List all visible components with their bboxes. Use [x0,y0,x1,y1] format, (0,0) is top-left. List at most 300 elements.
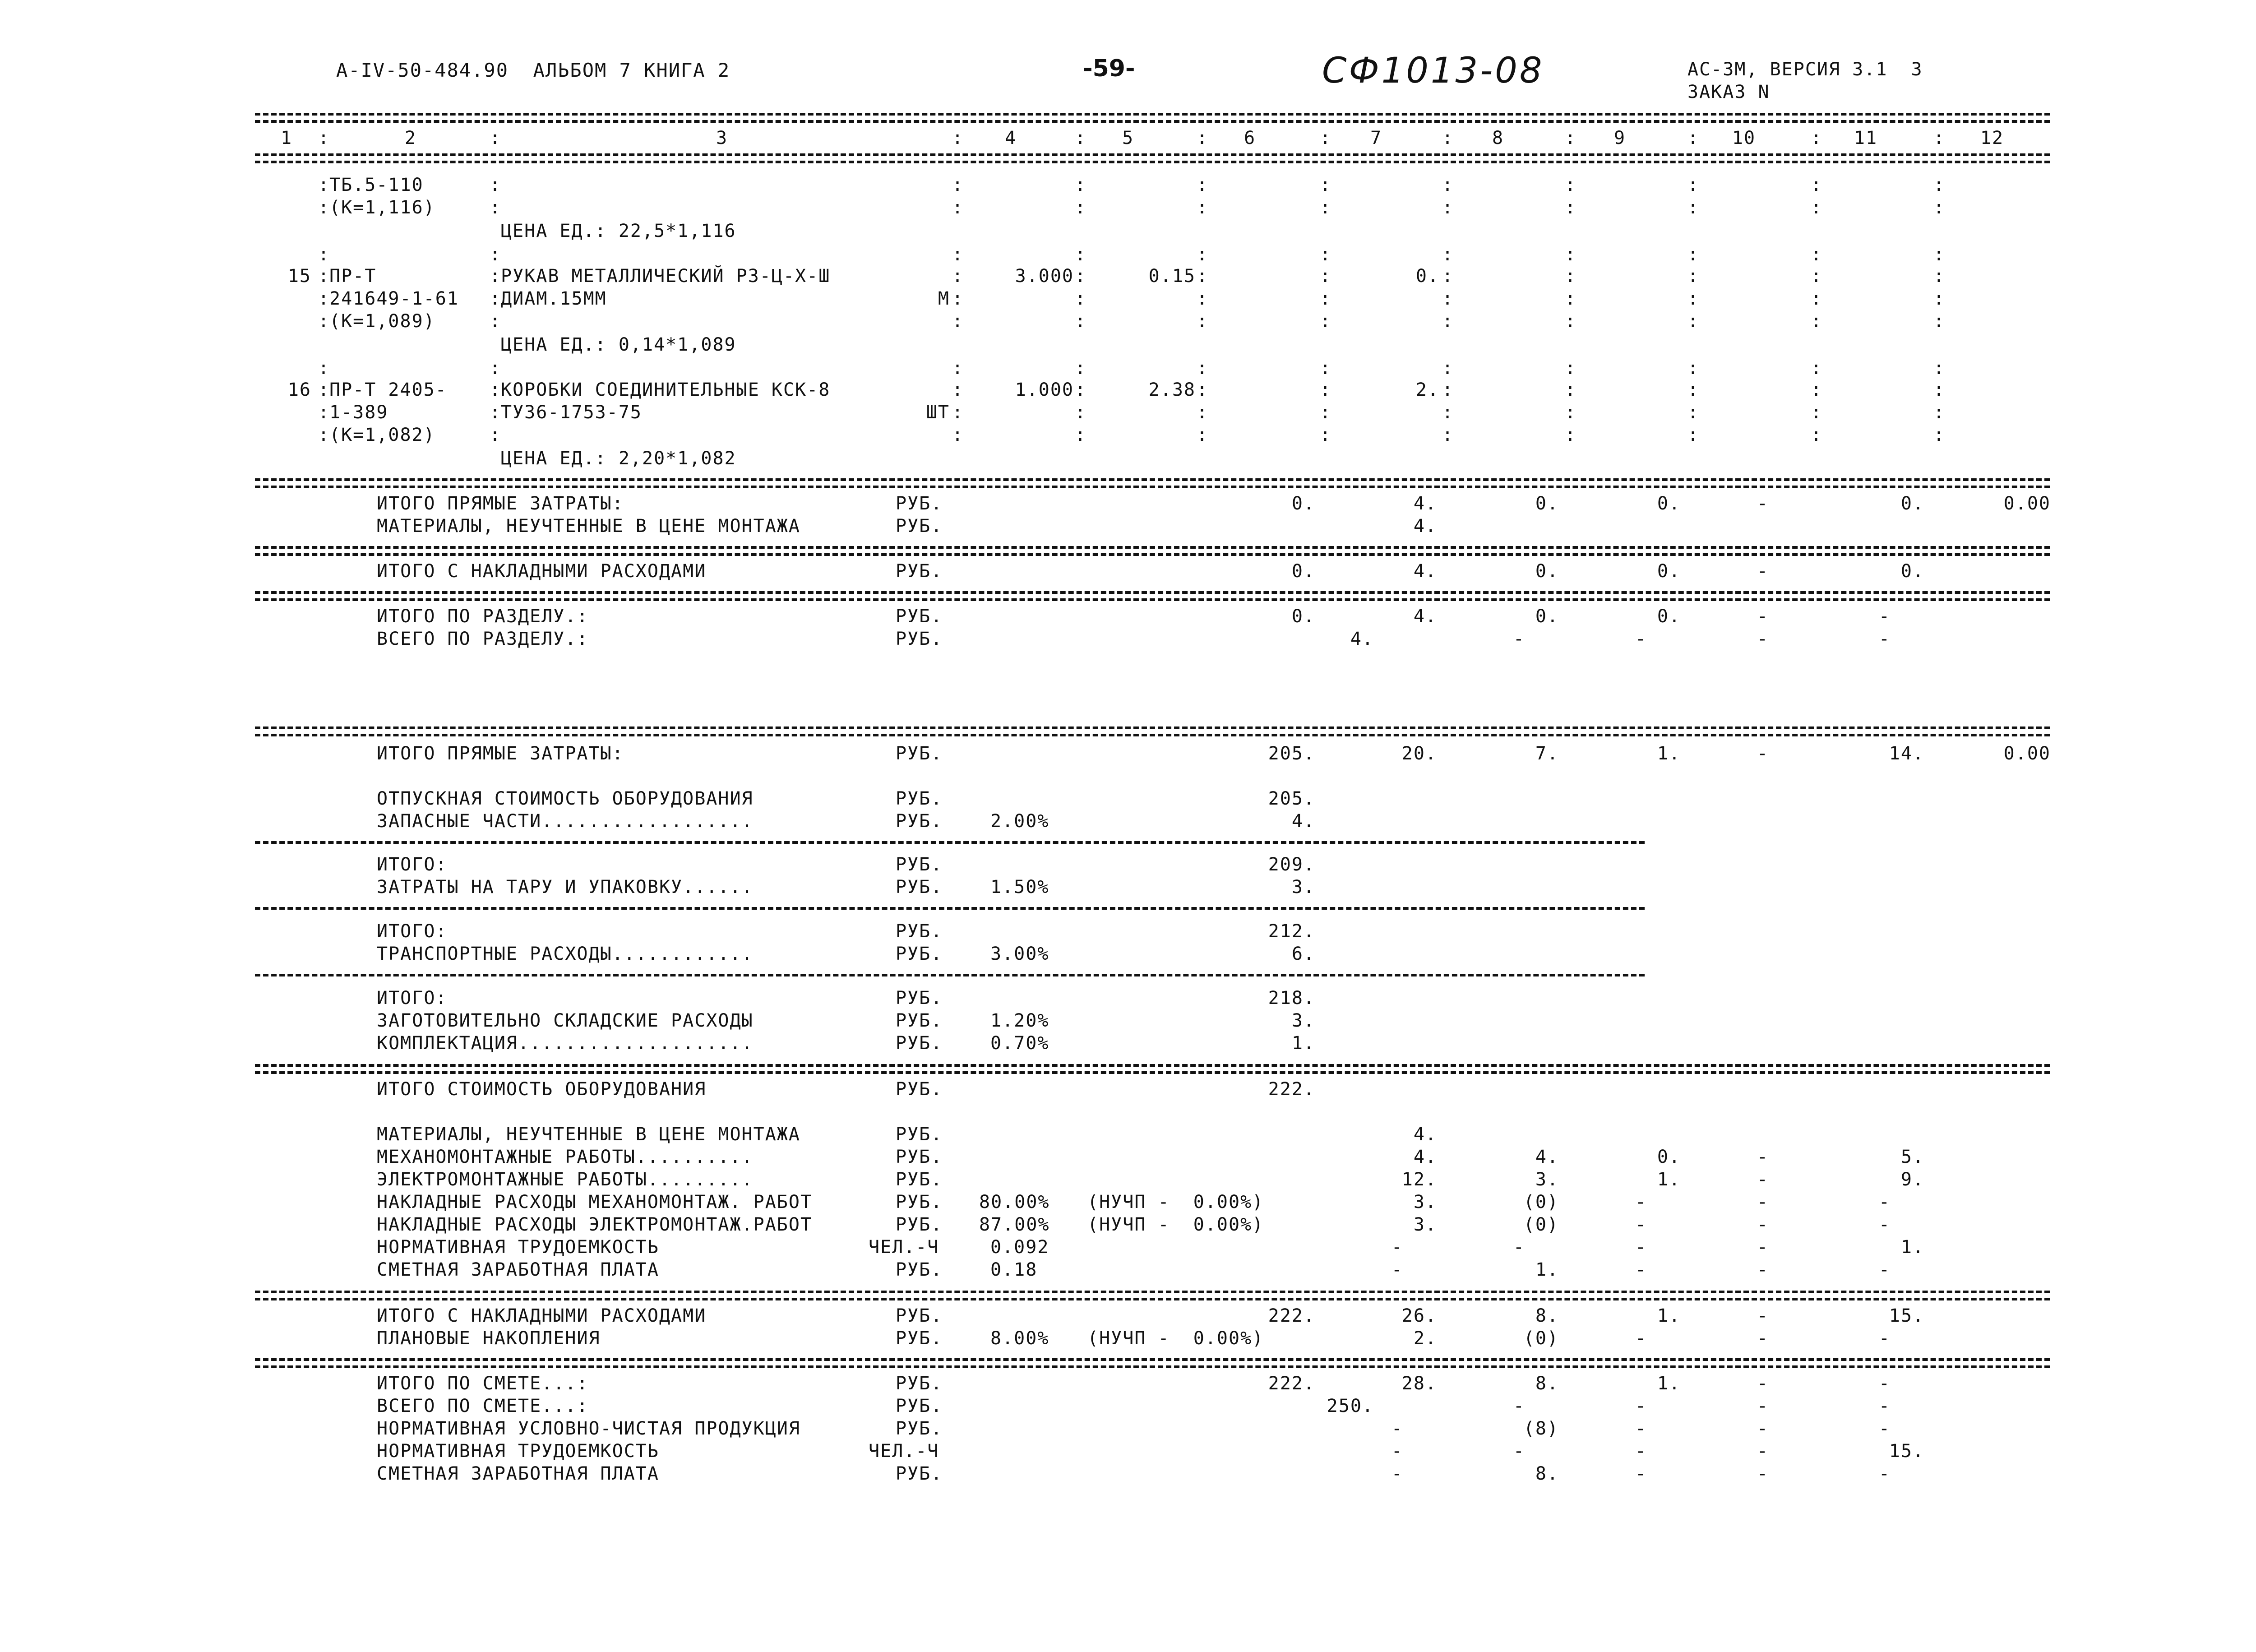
rule-totals-2b [255,598,2050,601]
document-reference: А-IV-50-484.90 АЛЬБОМ 7 КНИГА 2 [336,59,730,81]
column-separator: : [490,175,502,195]
col10-value: - [1757,1259,1769,1280]
page-number: -59- [1083,55,1135,82]
column-separator: : [1197,425,1209,445]
summary-label: ИТОГО С НАКЛАДНЫМИ РАСХОДАМИ [377,1305,707,1326]
col9-value: - [1635,1463,1647,1484]
item-description: КОРОБКИ СОЕДИНИТЕЛЬНЫЕ КСК-8 [501,379,831,400]
column-separator: : [1687,266,1700,287]
col10-value: - [1757,1169,1769,1190]
summary-rate: 0.18 [990,1259,1038,1280]
rule-header-1 [255,153,2050,156]
col8-value: (0) [1523,1328,1559,1349]
summary-unit: РУБ. [896,1147,943,1167]
col6-value: 3. [1291,1010,1315,1031]
column-separator: : [1687,244,1700,265]
summary-rate: 3.00% [990,944,1049,964]
column-separator: : [1197,311,1209,332]
col7-value: - [1391,1441,1403,1462]
column-separator: : [318,266,330,287]
rule-subtotal-3 [255,974,1645,976]
column-separator: : [1687,175,1700,195]
col10-value: - [1757,1192,1769,1212]
column-separator: : [1687,288,1700,309]
handwritten-document-code: СФ1013-08 [1322,51,1544,91]
column-separator: : [1320,197,1332,218]
column-separator: : [1442,175,1454,195]
col6-value: 205. [1268,788,1315,809]
item-code: ПР-Т [329,266,377,287]
col6-value: 205. [1268,743,1315,764]
rule-overhead-1b [255,1298,2050,1300]
col11-value: 15. [1889,1305,1924,1326]
col8-value: (8) [1523,1418,1559,1439]
col10-value: - [1757,1418,1769,1439]
summary-unit: РУБ. [896,1124,943,1145]
column-separator: : [1565,128,1577,148]
col11-value: 9. [1900,1169,1924,1190]
col7-value: 26. [1401,1305,1437,1326]
col9-value: - [1635,1192,1647,1212]
column-separator: : [490,244,502,265]
column-separator: : [952,288,964,309]
col11-value: - [1878,1373,1891,1394]
col11-value: - [1878,1192,1891,1212]
nuchp-note: (НУЧП - 0.00%) [1087,1214,1264,1235]
col8-value: 8. [1535,1305,1559,1326]
column-separator: : [1933,266,1946,287]
column-separator: : [1442,311,1454,332]
rule-subtotal-1 [255,841,1645,844]
col-num-3: 3 [716,128,728,148]
column-separator: : [1933,128,1946,148]
summary-rate: 0.092 [990,1237,1049,1258]
col9-value: - [1635,1214,1647,1235]
column-separator: : [1197,379,1209,400]
col6-value: 6. [1291,944,1315,964]
unit-cost: 2.38 [1148,379,1196,400]
col6-value: 1. [1291,1033,1315,1054]
col8-value: 8. [1535,1463,1559,1484]
column-separator: : [1442,288,1454,309]
col-num-7: 7 [1370,128,1382,148]
col10-value: - [1757,1373,1769,1394]
unit-price: ЦЕНА ЕД.: 0,14*1,089 [501,334,736,355]
total-label: ИТОГО ПО РАЗДЕЛУ.: [377,606,589,627]
unit-price: ЦЕНА ЕД.: 2,20*1,082 [501,448,736,469]
summary-unit: РУБ. [896,1079,943,1100]
col7-value: - [1391,1237,1403,1258]
rule-summary-1a [255,727,2050,729]
column-separator: : [1811,358,1823,379]
col8-value: 8. [1535,1373,1559,1394]
col7-value: 4. [1413,1147,1437,1167]
col-num-5: 5 [1122,128,1134,148]
col9-value: - [1635,1259,1647,1280]
nuchp-note: (НУЧП - 0.00%) [1087,1192,1264,1212]
col6-value: 0. [1291,606,1315,627]
column-separator: : [1933,425,1946,445]
summary-rate: 2.00% [990,811,1049,832]
summary-label: ЗАГОТОВИТЕЛЬНО СКЛАДСКИЕ РАСХОДЫ [377,1010,754,1031]
item-code: ТБ.5-110 [329,175,424,195]
summary-label: ПЛАНОВЫЕ НАКОПЛЕНИЯ [377,1328,601,1349]
total-unit: РУБ. [896,561,943,582]
col6-value: 0. [1291,493,1315,514]
col7-value: 20. [1401,743,1437,764]
col10-value: - [1757,1214,1769,1235]
column-separator: : [490,197,502,218]
column-separator: : [1320,311,1332,332]
summary-rate: 1.20% [990,1010,1049,1031]
unit-of-measure: ШТ [926,402,950,423]
col9-value: 1. [1657,743,1681,764]
col7-value: 4. [1413,493,1437,514]
summary-unit: РУБ. [896,1373,943,1394]
column-separator: : [318,379,330,400]
unit-of-measure: М [938,288,950,309]
summary-unit: РУБ. [896,988,943,1009]
column-separator: : [1687,425,1700,445]
column-separator: : [318,425,330,445]
summary-label: НОРМАТИВНАЯ ТРУДОЕМКОСТЬ [377,1237,659,1258]
order-label: ЗАКАЗ N [1687,82,1770,102]
column-separator: : [1320,128,1332,148]
item-description: РУКАВ МЕТАЛЛИЧЕСКИЙ РЗ-Ц-Х-Ш [501,266,831,287]
rule-totals-1a [255,546,2050,549]
col11-value: - [1878,1418,1891,1439]
col-num-9: 9 [1613,128,1626,148]
col8-value: - [1513,1396,1525,1416]
col11-value: - [1878,1396,1891,1416]
col8-value: - [1513,1237,1525,1258]
rule-top-1 [255,113,2050,116]
col6-value: 212. [1268,921,1315,942]
column-separator: : [1565,358,1577,379]
column-separator: : [952,197,964,218]
column-separator: : [1197,244,1209,265]
summary-rate: 1.50% [990,877,1049,898]
item-code: 241649-1-61 [329,288,459,309]
column-separator: : [1320,379,1332,400]
col11-value: - [1878,1214,1891,1235]
col8-value: 1. [1535,1259,1559,1280]
column-separator: : [1197,402,1209,423]
col9-value: - [1635,1396,1647,1416]
column-separator: : [1687,311,1700,332]
col11-value: - [1878,606,1891,627]
column-separator: : [1075,288,1087,309]
summary-unit: РУБ. [896,743,943,764]
col10-value: - [1757,1237,1769,1258]
col10-value: - [1757,1305,1769,1326]
col9-value: - [1635,629,1647,649]
col6-value: 218. [1268,988,1315,1009]
column-separator: : [1197,128,1209,148]
col11-value: 1. [1900,1237,1924,1258]
unit-price: ЦЕНА ЕД.: 22,5*1,116 [501,221,736,241]
column-separator: : [952,358,964,379]
summary-label: НОРМАТИВНАЯ УСЛОВНО-ЧИСТАЯ ПРОДУКЦИЯ [377,1418,800,1439]
quantity: 3.000 [1015,266,1074,287]
column-separator: : [952,402,964,423]
summary-label: НОРМАТИВНАЯ ТРУДОЕМКОСТЬ [377,1441,659,1462]
column-separator: : [490,358,502,379]
column-separator: : [1565,244,1577,265]
summary-rate: 80.00% [979,1192,1050,1212]
column-separator: : [1933,402,1946,423]
column-separator: : [1075,128,1087,148]
item-description: ТУ36-1753-75 [501,402,642,423]
rule-top-2 [255,120,2050,123]
column-separator: : [1442,358,1454,379]
col8-value: 4. [1535,1147,1559,1167]
rule-items-end-1 [255,478,2050,481]
summary-label: ИТОГО: [377,921,448,942]
summary-label: ИТОГО: [377,988,448,1009]
col11-value: 14. [1889,743,1924,764]
row-number: 16 [287,379,311,400]
rule-totals-1b [255,553,2050,556]
column-separator: : [318,128,330,148]
column-separator: : [490,128,502,148]
column-separator: : [318,288,330,309]
item-coefficient: (К=1,082) [329,425,435,445]
col8-value: 0. [1535,561,1559,582]
summary-unit: РУБ. [896,811,943,832]
col9-value: - [1635,1237,1647,1258]
total-unit: РУБ. [896,606,943,627]
column-separator: : [318,175,330,195]
col9-value: 1. [1657,1169,1681,1190]
col7-value: 3. [1413,1214,1437,1235]
total-unit: РУБ. [896,629,943,649]
col7-value: 3. [1413,1192,1437,1212]
rule-header-2 [255,161,2050,163]
item-description: ДИАМ.15ММ [501,288,607,309]
col7-value: - [1391,1463,1403,1484]
materials-cost: 0. [1415,266,1439,287]
col7-value: 2. [1413,1328,1437,1349]
column-separator: : [1933,311,1946,332]
column-separator: : [1442,379,1454,400]
col8-value: - [1513,629,1525,649]
column-separator: : [1320,358,1332,379]
col11-value: 0. [1900,493,1924,514]
column-separator: : [1320,175,1332,195]
summary-label: ИТОГО ПРЯМЫЕ ЗАТРАТЫ: [377,743,624,764]
column-separator: : [952,425,964,445]
column-separator: : [1075,175,1087,195]
column-separator: : [1565,311,1577,332]
column-separator: : [1075,425,1087,445]
column-separator: : [318,197,330,218]
summary-unit: РУБ. [896,1169,943,1190]
column-separator: : [1197,358,1209,379]
col9-value: 0. [1657,493,1681,514]
rule-items-end-2 [255,486,2050,488]
column-separator: : [1687,358,1700,379]
column-separator: : [952,128,964,148]
column-separator: : [1565,402,1577,423]
column-separator: : [1811,379,1823,400]
col7-value: - [1391,1259,1403,1280]
column-separator: : [1811,425,1823,445]
summary-label: МЕХАНОМОНТАЖНЫЕ РАБОТЫ.......... [377,1147,754,1167]
col10-value: - [1757,1463,1769,1484]
summary-unit: РУБ. [896,1463,943,1484]
column-separator: : [1075,197,1087,218]
column-separator: : [1320,288,1332,309]
col12-value: 0.00 [2003,493,2051,514]
column-separator: : [318,358,330,379]
col8-value: 7. [1535,743,1559,764]
column-separator: : [1811,175,1823,195]
rule-totals-2a [255,591,2050,594]
rule-equipment-1b [255,1071,2050,1074]
col11-value: 0. [1900,561,1924,582]
col-num-1: 1 [280,128,293,148]
column-separator: : [490,425,502,445]
col10-value: - [1757,493,1769,514]
summary-rate: 8.00% [990,1328,1049,1349]
quantity: 1.000 [1015,379,1074,400]
column-separator: : [490,402,502,423]
summary-unit: РУБ. [896,877,943,898]
column-separator: : [1075,358,1087,379]
column-separator: : [1320,402,1332,423]
nuchp-note: (НУЧП - 0.00%) [1087,1328,1264,1349]
col8-value: (0) [1523,1192,1559,1212]
col7-value: 4. [1413,516,1437,537]
col10-value: - [1757,561,1769,582]
summary-unit: РУБ. [896,1396,943,1416]
column-separator: : [1811,266,1823,287]
summary-rate: 0.70% [990,1033,1049,1054]
summary-label: ОТПУСКНАЯ СТОИМОСТЬ ОБОРУДОВАНИЯ [377,788,754,809]
column-separator: : [1811,288,1823,309]
column-separator: : [1811,244,1823,265]
summary-label: МАТЕРИАЛЫ, НЕУЧТЕННЫЕ В ЦЕНЕ МОНТАЖА [377,1124,800,1145]
col9-value: 1. [1657,1305,1681,1326]
col8-value: (0) [1523,1214,1559,1235]
column-separator: : [1320,244,1332,265]
column-separator: : [1442,266,1454,287]
summary-rate: 87.00% [979,1214,1050,1235]
column-separator: : [318,311,330,332]
column-separator: : [952,379,964,400]
col11-value: 15. [1889,1441,1924,1462]
col-num-8: 8 [1492,128,1504,148]
summary-unit: РУБ. [896,854,943,875]
col6-value: 222. [1268,1079,1315,1100]
column-separator: : [1442,244,1454,265]
summary-unit: РУБ. [896,944,943,964]
summary-unit: РУБ. [896,1418,943,1439]
col7-value: 12. [1401,1169,1437,1190]
summary-label: ЭЛЕКТРОМОНТАЖНЫЕ РАБОТЫ......... [377,1169,754,1190]
col10-value: - [1757,743,1769,764]
summary-label: ВСЕГО ПО СМЕТЕ...: [377,1396,589,1416]
column-separator: : [1565,379,1577,400]
column-separator: : [1442,197,1454,218]
item-code: 1-389 [329,402,388,423]
col6-value: 4. [1291,811,1315,832]
col10-value: - [1757,1441,1769,1462]
column-separator: : [1565,197,1577,218]
col8-value: - [1513,1441,1525,1462]
col6-value: 222. [1268,1373,1315,1394]
col11-value: - [1878,1259,1891,1280]
summary-unit: РУБ. [896,1192,943,1212]
col-num-2: 2 [404,128,417,148]
item-coefficient: (К=1,089) [329,311,435,332]
total-label: ИТОГО ПРЯМЫЕ ЗАТРАТЫ: [377,493,624,514]
column-separator: : [1565,288,1577,309]
col7-value: - [1391,1418,1403,1439]
col6-value: 3. [1291,877,1315,898]
item-coefficient: (К=1,116) [329,197,435,218]
col-num-12: 12 [1980,128,2004,148]
col10-value: - [1757,606,1769,627]
col7-value: 4. [1413,606,1437,627]
col11-value: - [1878,1463,1891,1484]
total-label: ИТОГО С НАКЛАДНЫМИ РАСХОДАМИ [377,561,707,582]
column-separator: : [1197,175,1209,195]
col-num-11: 11 [1854,128,1878,148]
column-separator: : [952,266,964,287]
column-separator: : [1075,311,1087,332]
summary-label: СМЕТНАЯ ЗАРАБОТНАЯ ПЛАТА [377,1259,659,1280]
column-separator: : [1075,244,1087,265]
col12-value: 0.00 [2003,743,2051,764]
rule-summary-1b [255,734,2050,736]
summary-label: НАКЛАДНЫЕ РАСХОДЫ МЕХАНОМОНТАЖ. РАБОТ [377,1192,813,1212]
column-separator: : [490,379,502,400]
materials-cost: 2. [1415,379,1439,400]
col8-value: 0. [1535,606,1559,627]
summary-label: СМЕТНАЯ ЗАРАБОТНАЯ ПЛАТА [377,1463,659,1484]
col9-value: 0. [1657,561,1681,582]
column-separator: : [1687,402,1700,423]
col9-value: 1. [1657,1373,1681,1394]
col-num-6: 6 [1244,128,1256,148]
col9-value: 0. [1657,606,1681,627]
col10-value: - [1757,1396,1769,1416]
col7-value: 4. [1413,1124,1437,1145]
column-separator: : [952,244,964,265]
summary-label: КОМПЛЕКТАЦИЯ.................... [377,1033,754,1054]
summary-unit: РУБ. [896,1214,943,1235]
column-separator: : [1811,128,1823,148]
column-separator: : [1811,197,1823,218]
column-separator: : [1075,379,1087,400]
col6-combined-value: 4. [1350,629,1374,649]
program-version: АС-3М, ВЕРСИЯ 3.1 3 [1687,59,1923,80]
column-separator: : [1933,379,1946,400]
rule-estimate-1b [255,1365,2050,1368]
summary-label: ТРАНСПОРТНЫЕ РАСХОДЫ............ [377,944,754,964]
col-num-10: 10 [1732,128,1756,148]
summary-label: ЗАТРАТЫ НА ТАРУ И УПАКОВКУ...... [377,877,754,898]
column-separator: : [1933,197,1946,218]
summary-label: ИТОГО: [377,854,448,875]
summary-unit: РУБ. [896,921,943,942]
column-separator: : [1933,358,1946,379]
summary-label: ИТОГО СТОИМОСТЬ ОБОРУДОВАНИЯ [377,1079,707,1100]
col6-value: 209. [1268,854,1315,875]
column-separator: : [1442,402,1454,423]
